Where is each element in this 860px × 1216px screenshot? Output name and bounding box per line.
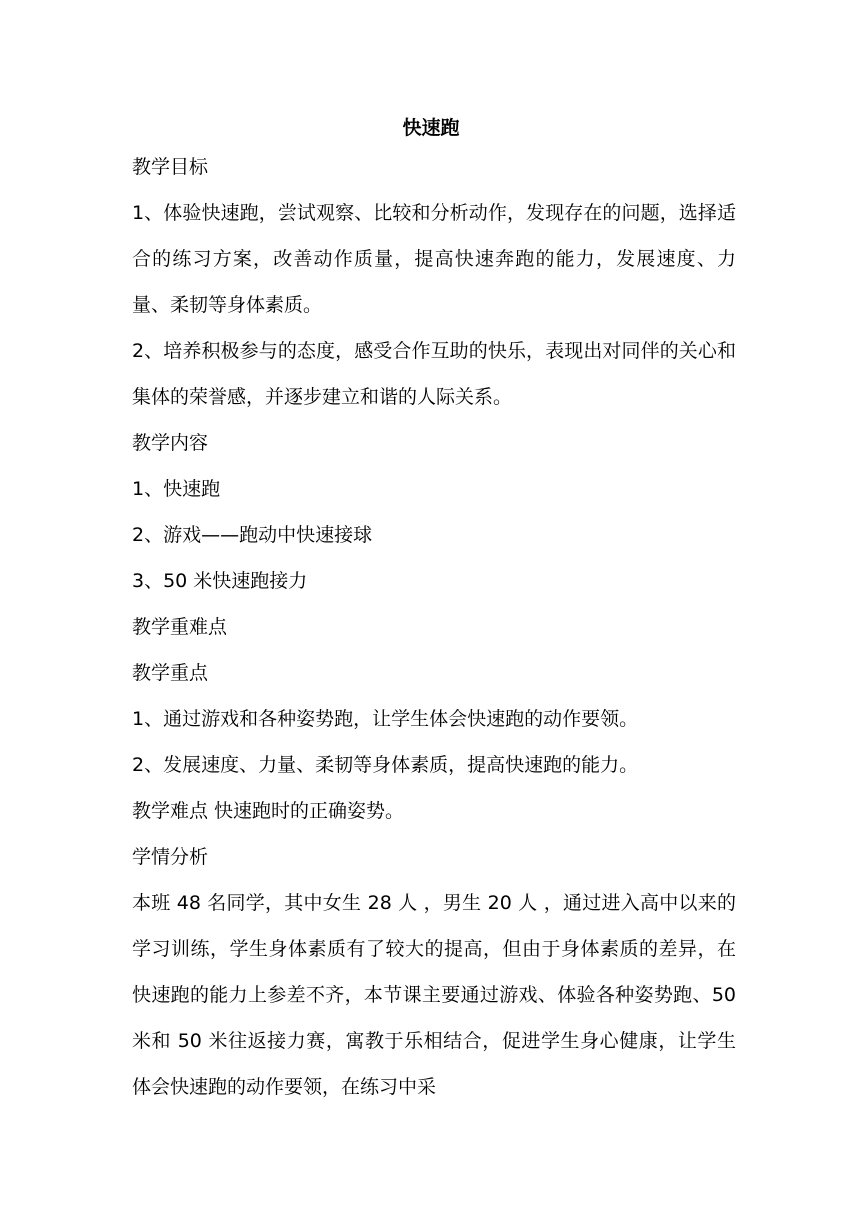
section-heading-teaching-content: 教学内容: [132, 432, 209, 454]
difficult-point: 教学难点 快速跑时的正确姿势。: [132, 800, 405, 822]
key-point-item-2: 2、发展速度、力量、柔韧等身体素质，提高快速跑的能力。: [132, 754, 639, 776]
document-title: 快速跑: [402, 117, 460, 139]
student-analysis-paragraph: 本班 48 名同学，其中女生 28 人 ，男生 20 人 ，通过进入高中以来的学习训练，学生身体素质有了较大的提高，但由于身体素质的差异，在快速跑的能力上参差不齐，本节课主要通过游戏、体验各种姿势跑、50 米和 50 米往返接力赛，寓教于乐相结合，促进学生身心健康，让学生体会快速跑的动作要领，在练习中采: [132, 892, 736, 1098]
section-heading-teaching-goals: 教学目标: [132, 156, 209, 178]
content-item-2: 2、游戏——跑动中快速接球: [132, 524, 373, 546]
goal-item-2: 2、培养积极参与的态度，感受合作互助的快乐，表现出对同伴的关心和集体的荣誉感，并逐步建立和谐的人际关系。: [132, 340, 736, 408]
content-item-1: 1、快速跑: [132, 478, 221, 500]
section-heading-key-difficult-points: 教学重难点: [132, 616, 228, 638]
section-heading-key-points: 教学重点: [132, 662, 209, 684]
goal-item-1: 1、体验快速跑，尝试观察、比较和分析动作，发现存在的问题，选择适合的练习方案，改善动作质量，提高快速奔跑的能力，发展速度、力量、柔韧等身体素质。: [132, 202, 736, 316]
section-heading-student-analysis: 学情分析: [132, 846, 209, 868]
content-item-3: 3、50 米快速跑接力: [132, 570, 308, 592]
key-point-item-1: 1、通过游戏和各种姿势跑，让学生体会快速跑的动作要领。: [132, 708, 639, 730]
document-body: [132, 112, 736, 1110]
